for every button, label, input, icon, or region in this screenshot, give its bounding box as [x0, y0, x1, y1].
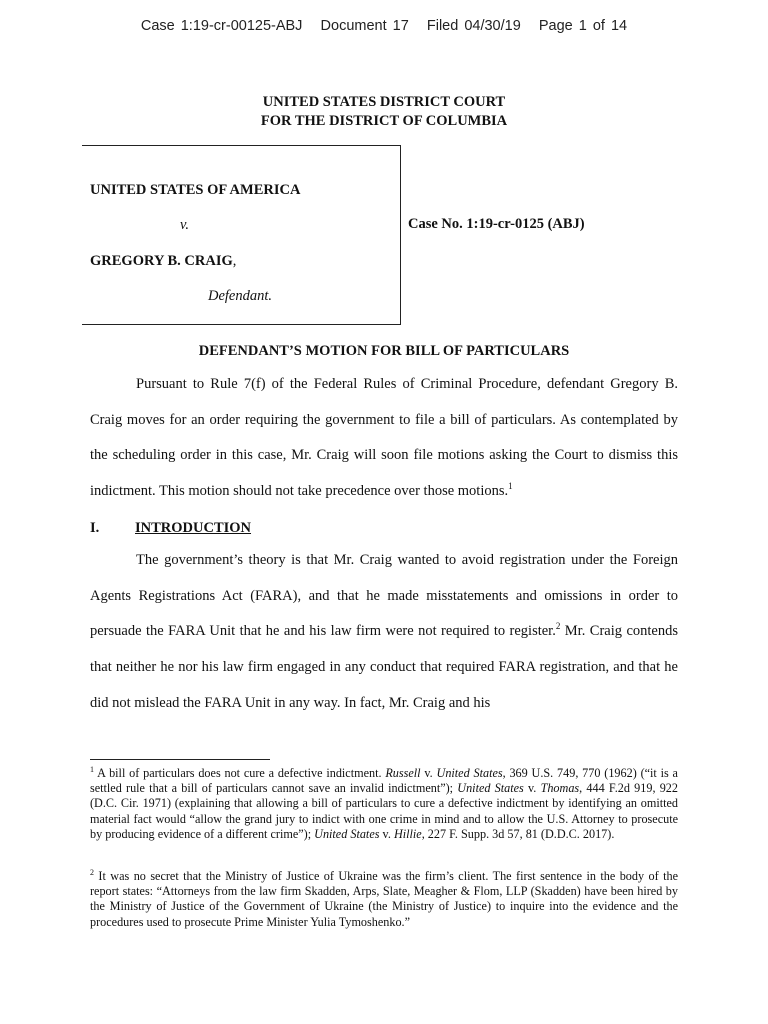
footnote-1-text-l: v. [379, 826, 394, 841]
header-page: Page 1 of 14 [538, 18, 628, 34]
section-number: I. [90, 520, 100, 536]
introduction-paragraph [90, 543, 678, 722]
header-case: Case 1:19-cr-00125-ABJ [140, 18, 303, 34]
ecf-header [0, 18, 768, 34]
court-name [0, 93, 768, 131]
footnote-1-case-russell: Russell [385, 766, 421, 780]
section-heading-introduction [90, 520, 251, 537]
intro-paragraph [90, 367, 678, 510]
footnote-ref-2: 2 [555, 621, 561, 632]
footnote-1-text-e: , 369 U.S. 749, 770 (1962) (“it is a settled rule that a bill of particulars cannot save an invalid indictment”); [90, 766, 678, 796]
footnote-1-text-n: , 227 F. Supp. 3d 57, 81 (D.D.C. 2017). [421, 826, 615, 841]
motion-title: DEFENDANT’S MOTION FOR BILL OF PARTICULARS [198, 343, 570, 359]
footnote-1-case-us-2: United States [457, 781, 524, 796]
caption-defendant-role: Defendant. [208, 288, 273, 304]
header-filed: Filed 04/30/19 [426, 18, 521, 34]
footnote-1-case-us-1: United States [436, 766, 503, 780]
footnote-1-case-thomas: Thomas [540, 781, 580, 796]
caption-defendant-comma: , [232, 253, 237, 269]
footnote-1-text-g: v. [523, 781, 541, 796]
caption-versus: v. [180, 217, 189, 233]
footnote-1-text-j: , 444 F.2d 919, 922 (D.C. Cir. 1971) (explaining that allowing a bill of particulars to cure a defective indictment by identifying an omitted material fact would “allow the grand jury to indict with one crime in mind and to allow the U.S. Attorney to prosecute by producing evidence of a different crime”); [90, 781, 678, 841]
caption-plaintiff: UNITED STATES OF AMERICA [90, 182, 301, 198]
header-document: Document 17 [320, 18, 409, 34]
footnote-1-case-us-3: United States [314, 826, 380, 841]
footnote-separator [90, 759, 270, 760]
footnote-1-case-hillie: Hillie [393, 826, 422, 841]
footnote-1-number: 1 [90, 764, 94, 774]
case-number: Case No. 1:19-cr-0125 (ABJ) [408, 216, 585, 232]
footnote-2-text: It was no secret that the Ministry of Justice of Ukraine was the firm’s client. The first sentence in the body of the report states: “Attorneys from the law firm Skadden, Arps, Slate, Meagher & Flom, LLP (Skadden) have been hired by the Ministry of Justice of the Government of Ukraine (the Ministry of Justice) to inquire into the evidence and the procedures used to prosecute Prime Minister Yulia Tymoshenko.” [90, 869, 678, 929]
footnote-ref-1: 1 [508, 481, 513, 492]
court-line-2: FOR THE DISTRICT OF COLUMBIA [260, 113, 508, 129]
caption-defendant [90, 253, 236, 270]
intro-text: Pursuant to Rule 7(f) of the Federal Rules of Criminal Procedure, defendant Gregory B. Craig moves for an order requiring the government to file a bill of particulars. As contemplated by the scheduling order in this case, Mr. Craig will soon file motions asking the Court to dismiss this indictment. This motion should not take precedence over those motions. [90, 376, 678, 500]
section-title: INTRODUCTION [135, 520, 252, 536]
footnote-1-text-a: A bill of particulars does not cure a defective indictment. [94, 766, 386, 780]
footnote-1 [90, 766, 678, 842]
introduction-text-2: Mr. Craig contends that neither he nor his law firm engaged in any conduct that required FARA registration, and that he did not mislead the FARA Unit in any way. In fact, Mr. Craig and his [90, 623, 678, 711]
court-line-1: UNITED STATES DISTRICT COURT [262, 94, 506, 110]
footnote-1-text-c: v. [420, 766, 437, 780]
caption-defendant-name: GREGORY B. CRAIG [90, 253, 233, 269]
footnote-2-number: 2 [90, 867, 94, 877]
introduction-text-1: The government’s theory is that Mr. Craig wanted to avoid registration under the Foreign Agents Registrations Act (FARA), and that he made misstatements and omissions in order to persuade the FARA Unit that he and his law firm were not required to register. [90, 552, 678, 640]
footnote-2 [90, 869, 678, 930]
